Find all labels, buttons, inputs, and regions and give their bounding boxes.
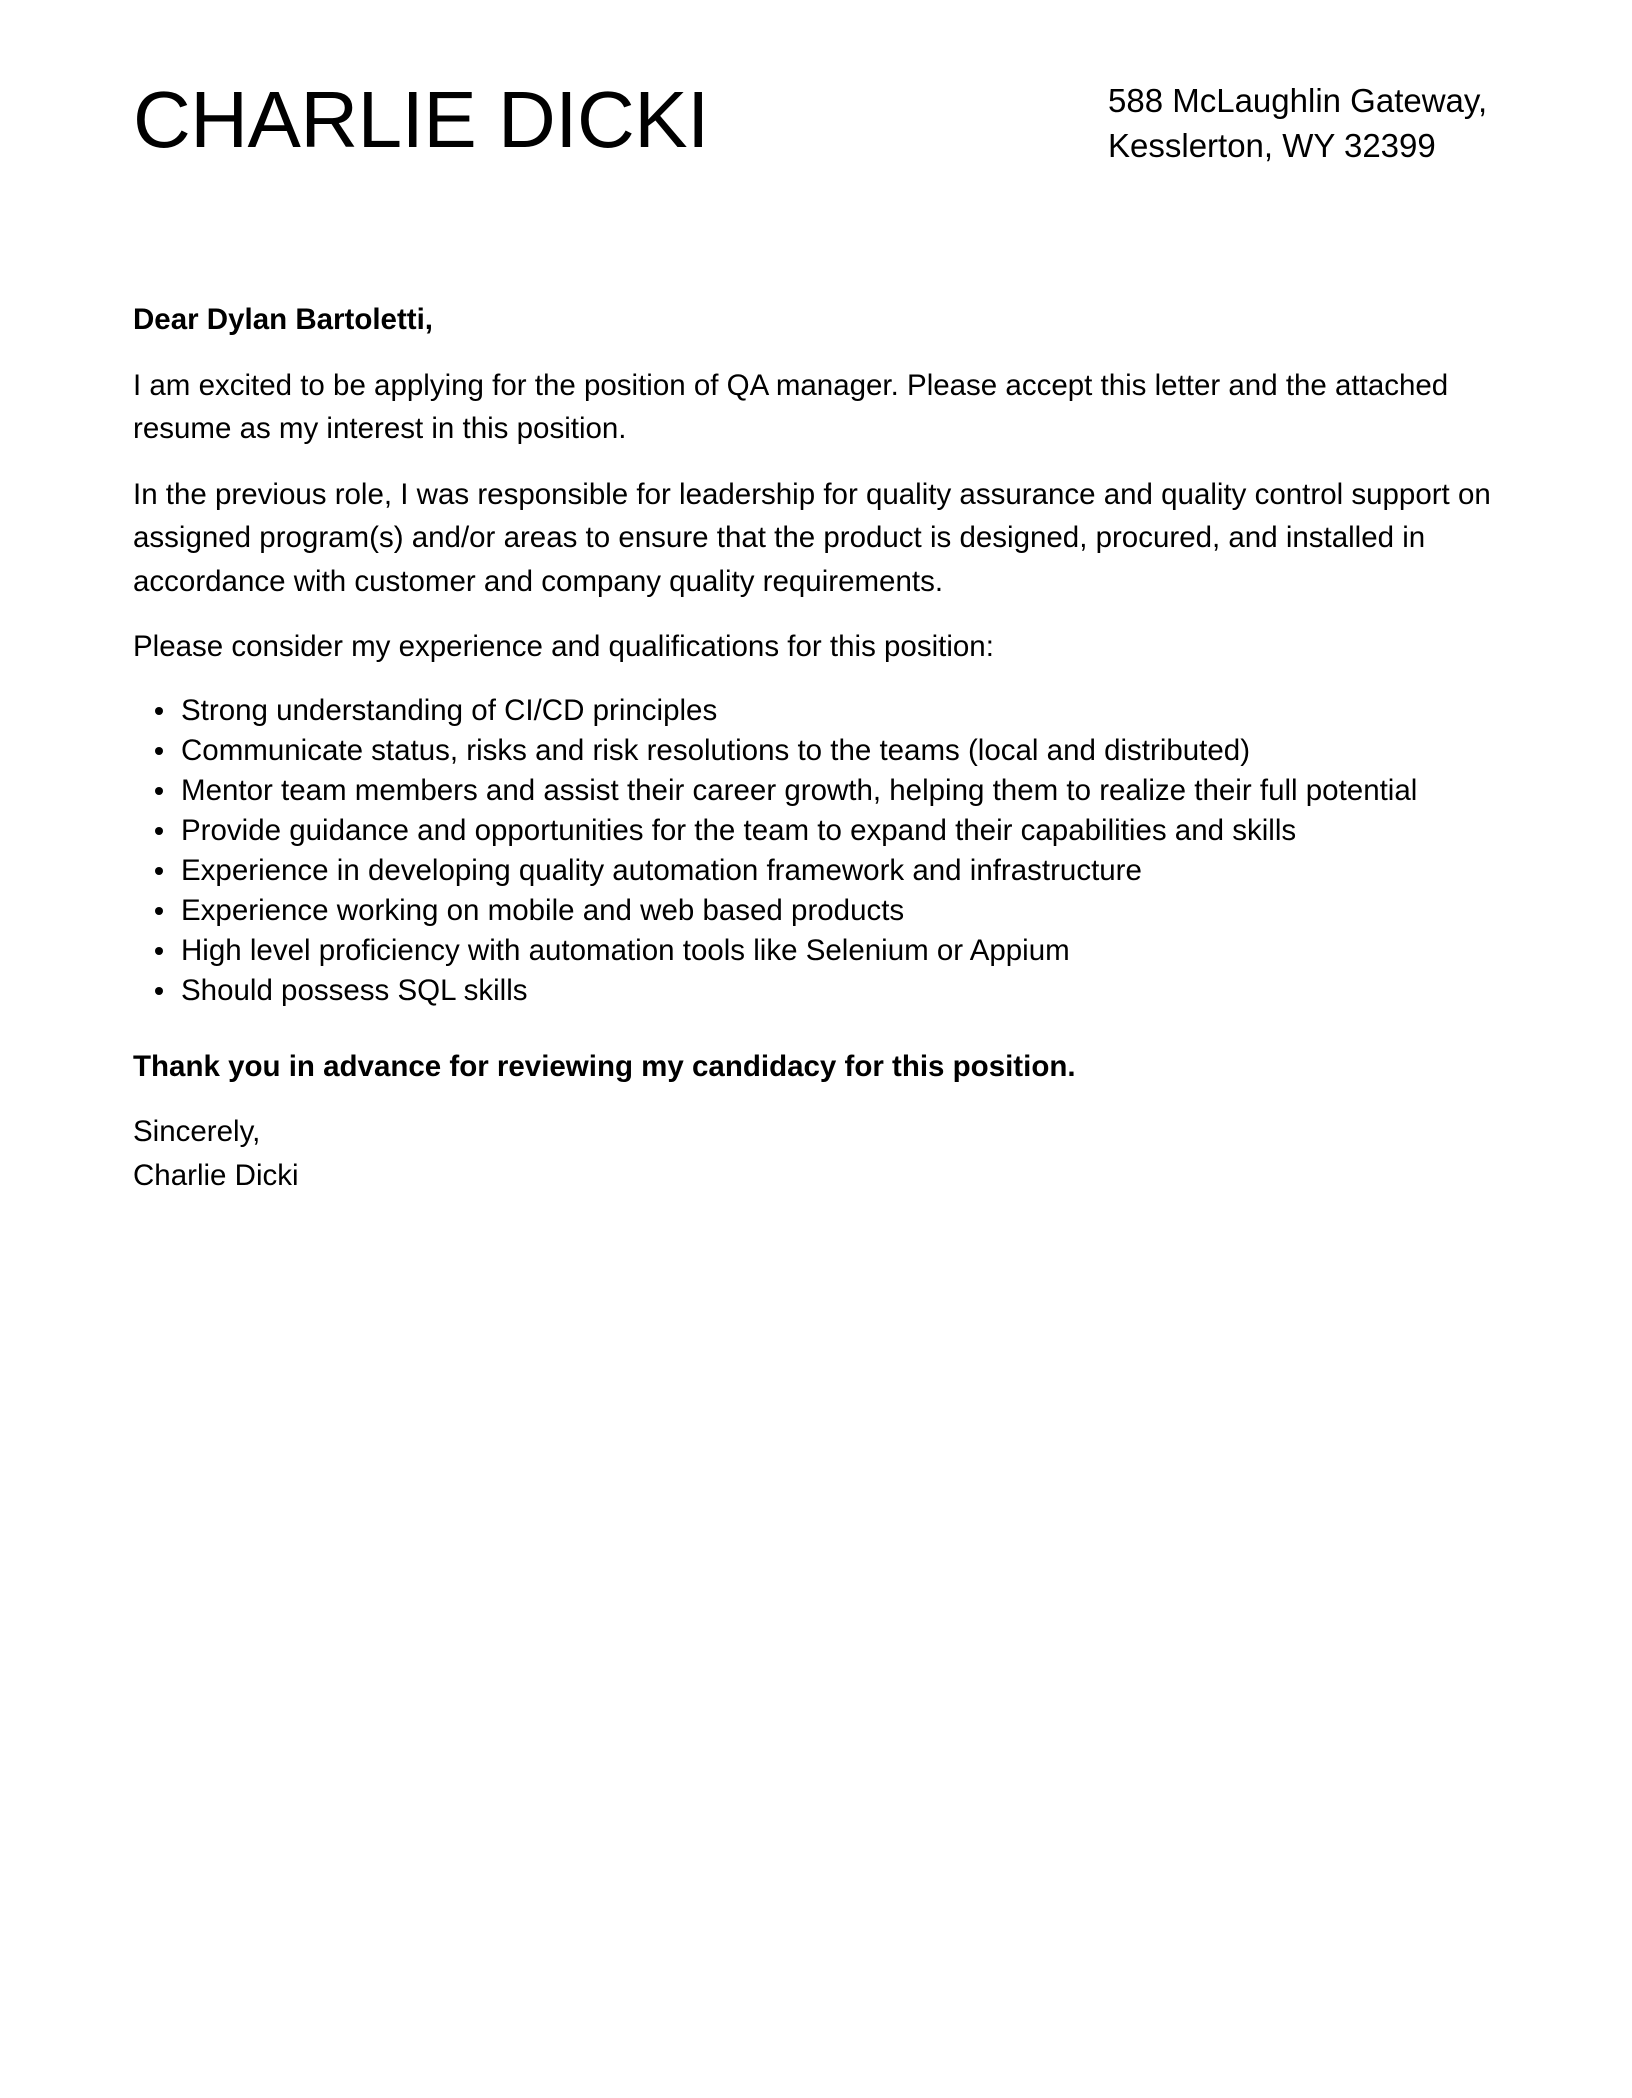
qualifications-intro: Please consider my experience and qualifications for this position: (133, 630, 994, 663)
list-item: High level proficiency with automation tools like Selenium or Appium (133, 931, 1513, 971)
signoff: Sincerely, (133, 1115, 261, 1148)
experience-paragraph: In the previous role, I was responsible for leadership for quality assurance and quality control support on assigned program(s) and/or areas to ensure that the product is designed, procured, and installed in accordance with customer and company quality requirements. (133, 477, 1491, 598)
address-line-1: 588 McLaughlin Gateway, (1108, 82, 1488, 119)
closing-sentence: Thank you in advance for reviewing my candidacy for this position. (133, 1049, 1076, 1083)
list-item: Experience in developing quality automation framework and infrastructure (133, 851, 1513, 891)
list-item: Experience working on mobile and web based products (133, 891, 1513, 931)
letter-body (133, 298, 1513, 1197)
list-item: Communicate status, risks and risk resolutions to the teams (local and distributed) (133, 731, 1513, 771)
salutation: Dear Dylan Bartoletti, (133, 303, 433, 336)
list-item: Provide guidance and opportunities for the team to expand their capabilities and skills (133, 811, 1513, 851)
list-item: Mentor team members and assist their career growth, helping them to realize their full potential (133, 771, 1513, 811)
applicant-address (1108, 78, 1487, 168)
list-item: Should possess SQL skills (133, 971, 1513, 1011)
signature-name: Charlie Dicki (133, 1158, 299, 1192)
signoff-block (133, 1110, 1513, 1197)
intro-paragraph: I am excited to be applying for the position of QA manager. Please accept this letter and the attached resume as my interest in this position. (133, 368, 1449, 445)
qualifications-list (133, 691, 1513, 1011)
applicant-name: CHARLIE DICKI (133, 75, 709, 164)
address-line-2: Kesslerton, WY 32399 (1108, 127, 1436, 164)
list-item: Strong understanding of CI/CD principles (133, 691, 1513, 731)
